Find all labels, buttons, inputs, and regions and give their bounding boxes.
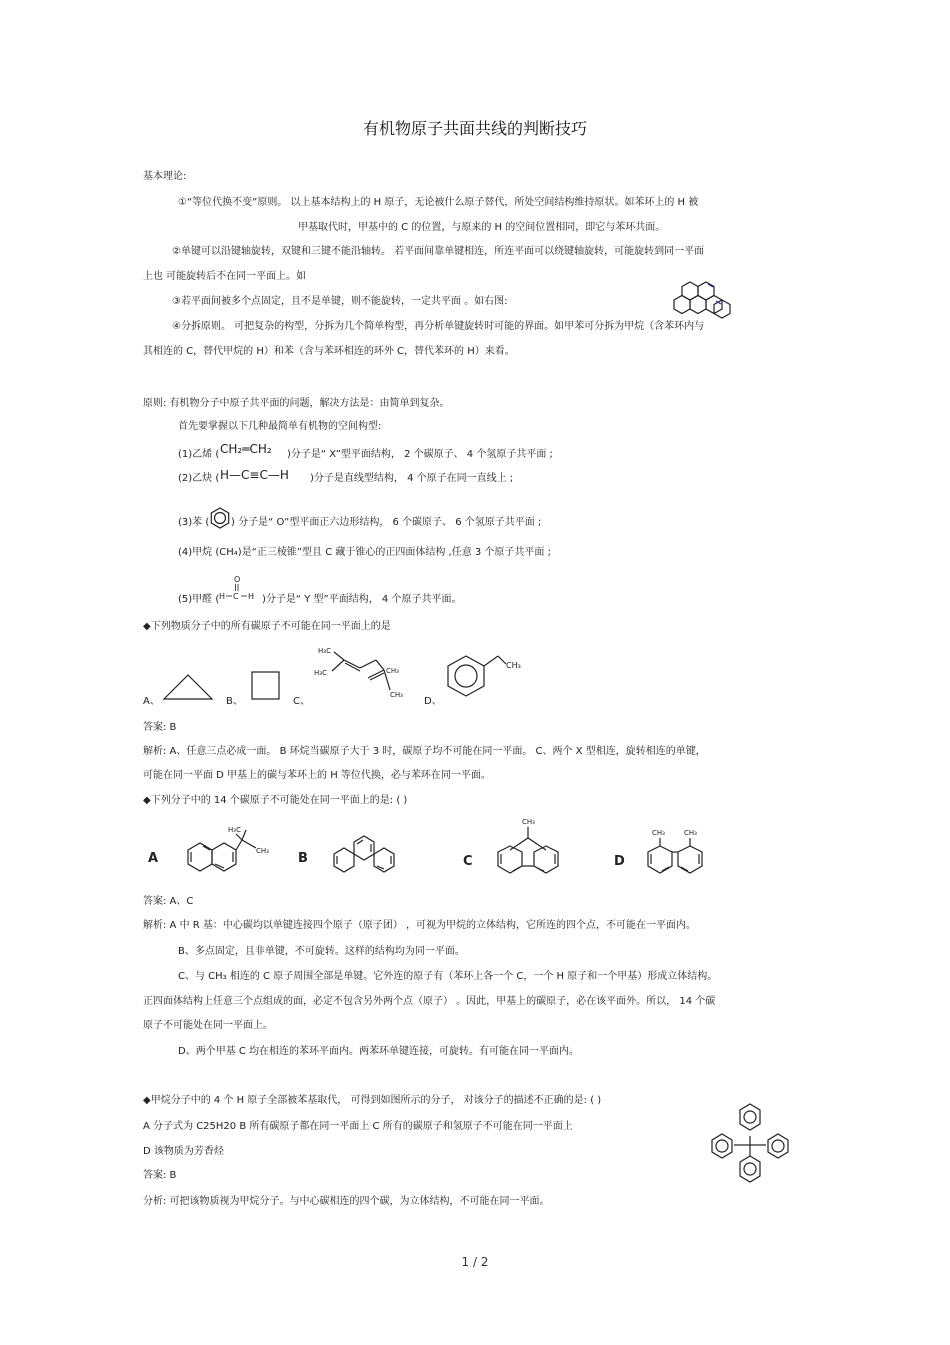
a-ch3-label: CH₃ <box>256 847 269 855</box>
formaldehyde-structure-image <box>218 572 264 606</box>
explanation-2a: 解析: A 中 R 基：中心碳均以单键连接四个原子（原子团） ，可视为甲烷的立体结构，它所连的四个点，不可能在一平面内。 <box>143 920 697 931</box>
theory-label: 基本理论: <box>143 171 187 182</box>
explanation-1b: 可能在同一平面 D 甲基上的碳与苯环上的 H 等位代换，必与苯环在同一平面。 <box>143 770 491 781</box>
explanation-2b: B、多点固定，且非单键，不可旋转。这样的结构均为同一平面。 <box>178 946 465 957</box>
formaldehyde-c-label: C <box>233 592 239 601</box>
structure-5-prefix: (5)甲醛 ( <box>178 594 220 605</box>
benzene-structure-image <box>208 506 232 530</box>
explanation-3: 分析: 可把该物质视为甲烷分子。与中心碳相连的四个碳，为立体结构，不可能在同一平面。 <box>143 1196 550 1207</box>
formaldehyde-h-left: H <box>219 592 226 601</box>
ethylene-formula: CH₂═CH₂ <box>220 442 272 456</box>
principle-text: 原则: 有机物分子中原子共平面的问题，解决方法是：由简单到复杂。 <box>143 398 450 409</box>
cyclopropane-image <box>160 672 216 702</box>
first-text: 首先要掌握以下几种最简单有机物的空间构型: <box>178 421 382 432</box>
structure-1-text: )分子是“ X”型平面结构， 2 个碳原子、 4 个氢原子共平面 ; <box>287 449 553 460</box>
dimethylbiphenyl-image <box>630 818 720 884</box>
q2-option-a: A <box>148 851 159 866</box>
paragraph-1a: ①“等位代换不变”原则。 以上基本结构上的 H 原子，无论被什么原子替代，所处空间结构维持原状。如苯环上的 H 被 <box>178 197 699 208</box>
explanation-2f: D、两个甲基 C 均在相连的苯环平面内。两苯环单键连接，可旋转。有可能在同一平面内。 <box>178 1046 580 1057</box>
structure-2-prefix: (2)乙炔 ( <box>178 473 220 484</box>
acetylene-formula: H—C≡C—H <box>220 468 289 482</box>
q1-option-b: B、 <box>226 696 243 707</box>
structure-4-text: (4)甲烷 (CH₄)是“正三棱锥”型且 C 藏于锥心的正四面体结构 ,任意 3 个原子共平面 ; <box>178 547 551 558</box>
tert-butylnaphthalene-image <box>170 822 280 884</box>
answer-1: 答案: B <box>143 722 177 733</box>
dimethyl-hexadiene-image <box>312 642 412 702</box>
cyclobutane-image <box>250 670 282 702</box>
c-ch3-right-top: CH₃ <box>386 667 399 675</box>
explanation-2c: C、与 CH₃ 相连的 C 原子周围全部是单键。它外连的原子有（苯环上各一个 C，一个 H 原子和一个甲基）形成立体结构。 <box>178 971 718 982</box>
page-title: 有机物原子共面共线的判断技巧 <box>362 119 587 138</box>
question-2: ◆下列分子中的 14 个碳原子不可能处在同一平面上的是: ( ) <box>143 795 408 806</box>
answer-3: 答案: B <box>143 1170 177 1181</box>
formaldehyde-h-right: H <box>248 592 255 601</box>
structure-3-prefix: (3)苯 ( <box>178 517 210 528</box>
question-3: ◆甲烷分子中的 4 个 H 原子全部被苯基取代， 可得到如图所示的分子， 对该分子的描述不正确的是: ( ) <box>143 1095 602 1106</box>
q2-option-d: D <box>614 854 625 869</box>
structure-2-text: )分子是直线型结构， 4 个原子在同一直线上 ; <box>310 473 514 484</box>
q2-option-c: C <box>463 854 473 869</box>
phenanthrene-image <box>318 826 402 884</box>
structure-1-prefix: (1)乙烯 ( <box>178 449 220 460</box>
q1-option-d: D、 <box>424 696 442 707</box>
q1-option-a: A、 <box>143 696 160 707</box>
explanation-2d: 正四面体结构上任意三个点组成的面，必定不包含另外两个点（原子） 。因此，甲基上的碳原子，必在该平面外。所以， 14 个碳 <box>143 996 716 1007</box>
explanation-2e: 原子不可能处在同一平面上。 <box>143 1020 273 1031</box>
q2-option-b: B <box>298 851 308 866</box>
d-ch3-left-label: CH₃ <box>652 829 665 837</box>
answer-2: 答案: A、C <box>143 896 194 907</box>
ethylbenzene-image <box>440 652 530 704</box>
paragraph-2b: 上也 可能旋转后不在同一平面上。如 <box>143 271 307 282</box>
d-ch3-label: CH₃ <box>506 661 521 670</box>
tetraphenylmethane-image <box>700 1098 800 1190</box>
explanation-1a: 解析: A、任意三点必成一面。 B 环烷当碳原子大于 3 时，碳原子均不可能在同一平面。 C、两个 X 型相连，旋转相连的单键， <box>143 746 706 757</box>
structure-3-text: ) 分子是“ O”型平面正六边形结构， 6 个碳原子、 6 个氢原子共平面 ; <box>231 517 542 528</box>
a-h3c-label: H₃C <box>228 826 241 834</box>
paragraph-3: ③若平面间被多个点固定，且不是单键，则不能旋转，一定共平面 。如右图: <box>172 296 508 307</box>
c-h3c-top: H₃C <box>318 647 331 655</box>
c-ch3-top-label: CH₃ <box>522 818 535 826</box>
structure-5-text: )分子是“ Y 型”平面结构， 4 个原子共平面。 <box>262 594 462 605</box>
d-ch3-right-label: CH₃ <box>684 829 697 837</box>
paragraph-1b: 甲基取代时，甲基中的 C 的位置，与原来的 H 的空间位置相同，即它与苯环共面。 <box>298 222 666 233</box>
methylfluorene-bridge-image <box>484 812 574 888</box>
q3-options-line: A 分子式为 C25H20 B 所有碳原子都在同一平面上 C 所有的碳原子和氢原子不可能在同一平面上 <box>143 1121 573 1132</box>
paragraph-4a: ④分拆原则。 可把复杂的构型，分拆为几个简单构型，再分析单键旋转时可能的界面。如甲苯可分拆为甲烷（含苯环内与 <box>172 321 705 332</box>
q3-option-d: D 该物质为芳香烃 <box>143 1146 224 1157</box>
paragraph-2a: ②单键可以沿键轴旋转，双键和三键不能沿轴转。 若平面间靠单键相连，所连平面可以绕键轴旋转，可能旋转到同一平面 <box>172 246 705 257</box>
c-h3c-left: H₃C <box>314 669 327 677</box>
q1-option-c: C、 <box>293 696 310 707</box>
question-1: ◆下列物质分子中的所有碳原子不可能在同一平面上的是 <box>143 621 391 632</box>
page-number: 1 / 2 <box>461 1255 489 1269</box>
formaldehyde-o-label: O <box>234 575 241 584</box>
c-ch3-right-bottom: CH₃ <box>390 691 403 699</box>
fused-ring-structure-image <box>672 280 734 320</box>
paragraph-4b: 其相连的 C，替代甲烷的 H）和苯（含与苯环相连的环外 C，替代苯环的 H）来看。 <box>143 346 515 357</box>
